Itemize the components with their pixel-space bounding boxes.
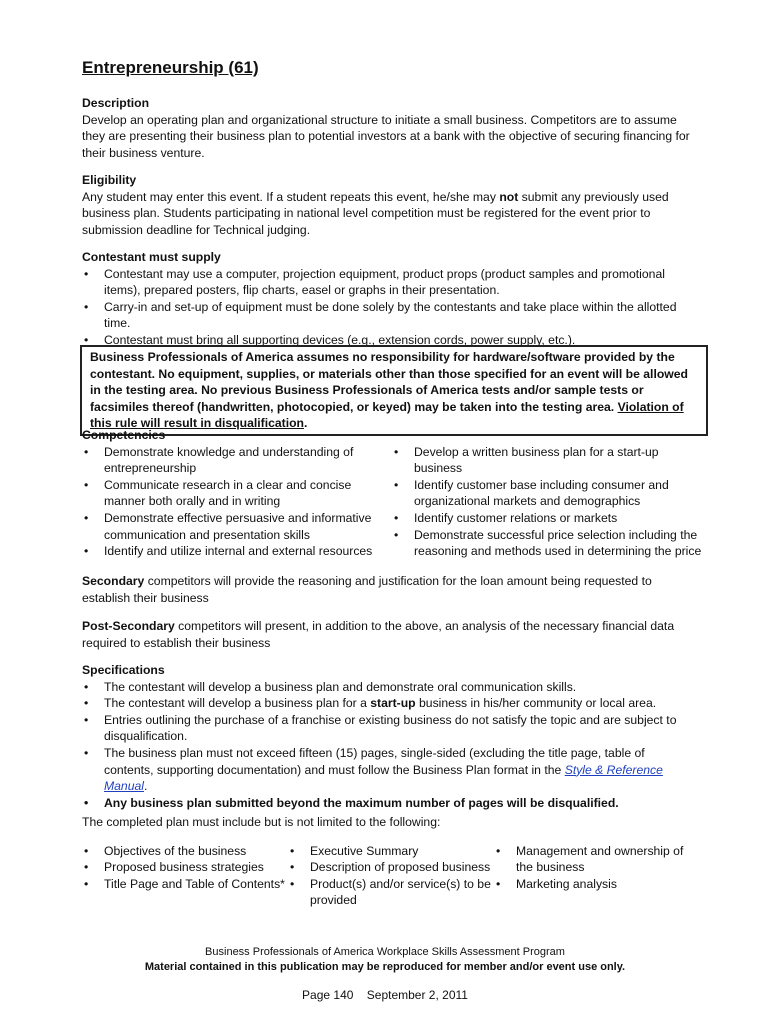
plan-list-col3	[494, 843, 700, 909]
list-item: • Any business plan submitted beyond the maximum number of pages will be disqualified.	[82, 795, 692, 812]
secondary-section	[82, 573, 692, 606]
list-item: • Demonstrate knowledge and understanding of entrepreneurship	[82, 444, 392, 477]
plan-section	[82, 814, 702, 909]
list-item: • Management and ownership of the business	[494, 843, 700, 876]
contestant-supply-heading: Contestant must supply	[82, 250, 221, 264]
specifications-list	[82, 679, 692, 812]
list-item	[82, 745, 692, 795]
plan-columns	[82, 843, 702, 909]
list-item: • Proposed business strategies	[82, 859, 288, 876]
description-text: Develop an operating plan and organizational structure to initiate a small business. Competitors are to assume they are presenting their business plan to potential investors at a bank with the objective of securing financing for their business venture.	[82, 112, 690, 160]
post-secondary-body: competitors will present, in addition to the above, an analysis of the necessary financial data required to establish their business	[82, 619, 675, 650]
list-item: • Communicate research in a clear and concise manner both orally and in writing	[82, 477, 392, 510]
post-secondary-text	[82, 618, 692, 651]
list-item: • Demonstrate successful price selection including the reasoning and methods used in determining the price	[392, 527, 702, 560]
list-item: • Demonstrate effective persuasive and informative communication and presentation skills	[82, 510, 392, 543]
post-secondary-label: Post-Secondary	[82, 619, 175, 633]
list-item: • Product(s) and/or service(s) to be provided	[288, 876, 494, 909]
list-item: • Description of proposed business	[288, 859, 494, 876]
competencies-left-list	[82, 444, 392, 560]
eligibility-text-part: Any student may enter this event. If a student repeats this event, he/she may	[82, 189, 500, 204]
list-item: • Develop a written business plan for a start-up business	[392, 444, 702, 477]
list-item: • Carry-in and set-up of equipment must be done solely by the contestants and take place within the allotted time.	[82, 299, 692, 332]
list-item: • Identify customer relations or markets	[392, 510, 702, 527]
page-footer	[0, 987, 770, 1004]
competencies-section	[82, 427, 702, 560]
eligibility-text-bold: not	[499, 189, 519, 204]
footer	[0, 945, 770, 975]
spec-text-part: .	[143, 779, 148, 794]
eligibility-text-part: submit any previously used business plan. Students participating in national level competition must be registered for the event prior to submission deadline for Technical judging.	[82, 189, 669, 237]
spec-text-bold: start-up	[370, 696, 416, 711]
list-item: • Contestant may use a computer, projection equipment, product props (product samples and promotional items), prepared posters, flip charts, easel or graphs in their presentation.	[82, 266, 692, 299]
competencies-heading: Competencies	[82, 428, 166, 442]
spec-text-part: The business plan must not exceed fifteen (15) pages, single-sided (excluding the title page, table of contents, supporting documentation) and must follow the Business Plan format in the	[104, 745, 645, 777]
list-item	[82, 695, 692, 712]
notice-rule: Violation of this rule will result in disqualification	[90, 399, 684, 431]
style-reference-manual-link[interactable]: Style & Reference Manual	[104, 762, 663, 794]
list-item: • Marketing analysis	[494, 876, 700, 893]
notice-text: Business Professionals of America assumes no responsibility for hardware/software provided by the contestant. No equipment, supplies, or materials other than those specified for an event will be allowed in the testing area. No previous Business Professionals of America tests and/or sample tests or facsimiles thereof (handwritten, photocopied, or keyed) may be taken into the testing area.	[90, 350, 688, 414]
footer-program: Business Professionals of America Workplace Skills Assessment Program	[205, 946, 565, 958]
description-heading: Description	[82, 96, 150, 110]
notice-box	[80, 345, 708, 436]
contestant-supply-section	[82, 249, 692, 349]
list-item: • Objectives of the business	[82, 843, 288, 860]
post-secondary-section	[82, 618, 692, 651]
list-item: • Identify and utilize internal and external resources	[82, 543, 392, 560]
list-item: • Title Page and Table of Contents*	[82, 876, 288, 893]
competencies-right-list	[392, 444, 702, 560]
eligibility-text	[82, 189, 692, 239]
list-item: • Contestant must bring all supporting devices (e.g., extension cords, power supply, etc.).	[82, 332, 692, 349]
list-item: • Identify customer base including consumer and organizational markets and demographics	[392, 477, 702, 510]
list-item: • Entries outlining the purchase of a franchise or existing business do not satisfy the topic and are subject to disqualification.	[82, 712, 692, 745]
specifications-section	[82, 662, 692, 811]
plan-intro: The completed plan must include but is not limited to the following:	[82, 815, 441, 829]
contestant-supply-list	[82, 266, 692, 349]
secondary-label: Secondary	[82, 574, 145, 588]
spec-text-part: The contestant will develop a business plan for a	[104, 696, 371, 711]
footer-notice: Material contained in this publication may be reproduced for member and/or event use only.	[144, 961, 626, 973]
eligibility-heading: Eligibility	[82, 173, 137, 187]
list-item: • Executive Summary	[288, 843, 494, 860]
competencies-columns	[82, 444, 702, 560]
eligibility-section	[82, 172, 692, 238]
spec-text-part: business in his/her community or local area.	[415, 696, 657, 711]
secondary-body: competitors will provide the reasoning and justification for the loan amount being requested to establish their business	[82, 574, 652, 605]
page-number: Page 140	[302, 988, 354, 1002]
page-date: September 2, 2011	[366, 988, 468, 1002]
specifications-heading: Specifications	[82, 663, 165, 677]
description-section	[82, 95, 692, 161]
plan-list-col2	[288, 843, 494, 909]
notice-end: .	[304, 416, 308, 431]
plan-list-col1	[82, 843, 288, 909]
secondary-text	[82, 573, 692, 606]
list-item: • The contestant will develop a business plan and demonstrate oral communication skills.	[82, 679, 692, 696]
page-title: Entrepreneurship (61)	[82, 58, 259, 77]
